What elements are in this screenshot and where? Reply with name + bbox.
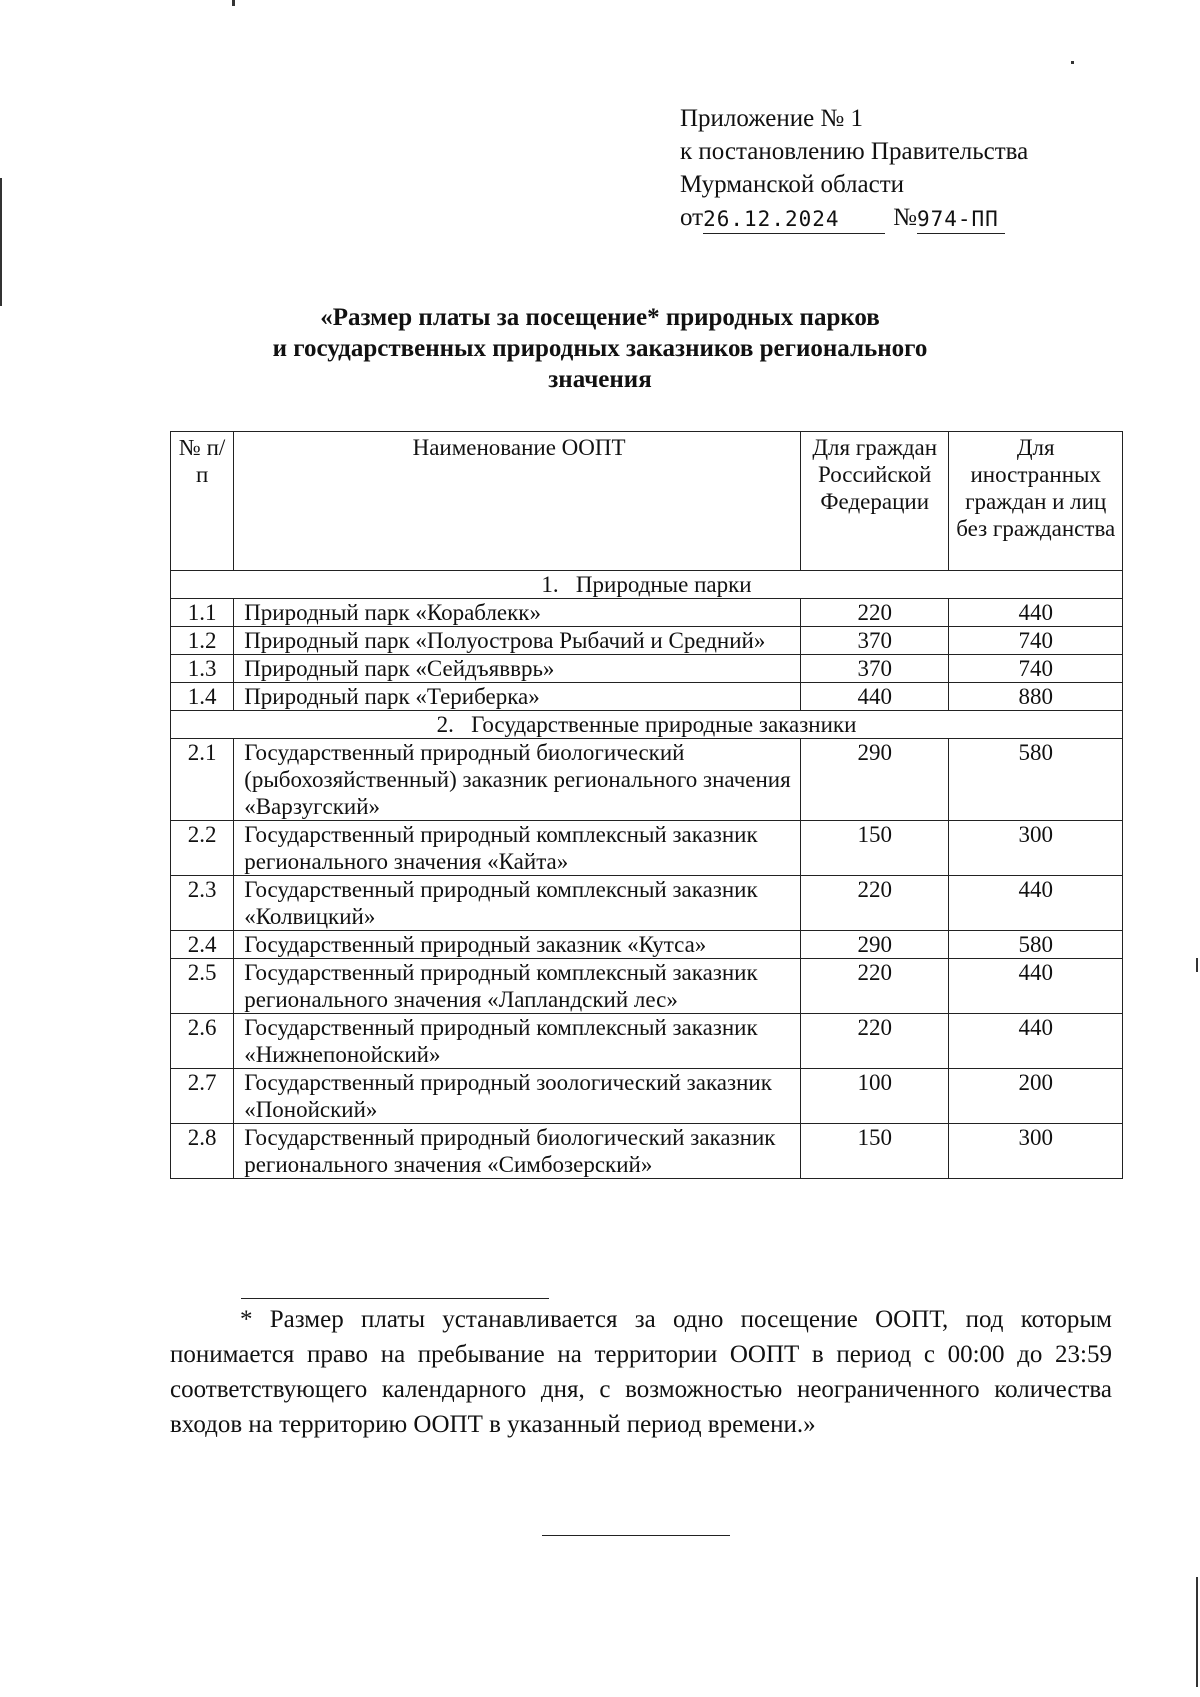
row-fee-russian: 150: [800, 1124, 948, 1179]
title-line-1: «Размер платы за посещение* природных парков: [320, 304, 880, 331]
table-row: [171, 1124, 1123, 1179]
row-number: 2.5: [171, 959, 234, 1014]
row-fee-foreign: 580: [949, 739, 1123, 821]
row-number: 2.8: [171, 1124, 234, 1179]
row-fee-foreign: 440: [949, 1014, 1123, 1069]
row-number: 2.1: [171, 739, 234, 821]
row-number: 1.4: [171, 683, 234, 711]
row-fee-foreign: 880: [949, 683, 1123, 711]
header-russian: Для граждан Российской Федерации: [800, 432, 948, 571]
table-row: [171, 683, 1123, 711]
annex-header: [680, 102, 1028, 234]
scan-speck: [232, 0, 235, 6]
row-fee-foreign: 300: [949, 1124, 1123, 1179]
annex-date-line: [680, 201, 1028, 234]
row-fee-foreign: 440: [949, 876, 1123, 931]
row-fee-foreign: 300: [949, 821, 1123, 876]
row-number: 2.2: [171, 821, 234, 876]
row-number: 1.3: [171, 655, 234, 683]
row-name: Государственный природный зоологический заказник «Понойский»: [234, 1069, 801, 1124]
row-fee-foreign: 580: [949, 931, 1123, 959]
row-fee-russian: 220: [800, 959, 948, 1014]
footnote: [170, 1302, 1112, 1442]
row-name: Государственный природный биологический заказник регионального значения «Симбозерский»: [234, 1124, 801, 1179]
table-row: [171, 1014, 1123, 1069]
row-fee-russian: 220: [800, 876, 948, 931]
table-row: [171, 821, 1123, 876]
row-name: Природный парк «Кораблекк»: [234, 599, 801, 627]
annex-line-2: к постановлению Правительства: [680, 138, 1029, 165]
row-name: Природный парк «Териберка»: [234, 683, 801, 711]
end-separator: [542, 1535, 730, 1536]
date-prefix: от: [680, 204, 704, 231]
row-fee-russian: 290: [800, 739, 948, 821]
row-fee-russian: 220: [800, 599, 948, 627]
table-row: [171, 931, 1123, 959]
table-row: [171, 876, 1123, 931]
title-line-3: значения: [548, 366, 652, 393]
section-title: 2. Государственные природные заказники: [171, 711, 1123, 739]
annex-line-3: Мурманской области: [680, 171, 905, 198]
annex-line-1: Приложение № 1: [680, 105, 864, 132]
row-fee-russian: 290: [800, 931, 948, 959]
section-title: 1. Природные парки: [171, 571, 1123, 599]
section-row: [171, 711, 1123, 739]
row-number: 1.2: [171, 627, 234, 655]
row-fee-russian: 370: [800, 655, 948, 683]
row-fee-russian: 150: [800, 821, 948, 876]
scan-speck: [1196, 1577, 1198, 1687]
footnote-separator: [241, 1298, 549, 1299]
row-name: Государственный природный комплексный заказник регионального значения «Кайта»: [234, 821, 801, 876]
row-fee-foreign: 200: [949, 1069, 1123, 1124]
document-title: [250, 302, 950, 395]
section-row: [171, 571, 1123, 599]
row-name: Государственный природный заказник «Кутса»: [234, 931, 801, 959]
table-row: [171, 739, 1123, 821]
table-row: [171, 1069, 1123, 1124]
table-row: [171, 655, 1123, 683]
footnote-text: * Размер платы устанавливается за одно посещение ООПТ, под которым понимается право на пребывание на территории ООПТ в период с 00:00 до 23:59 соответствующего календарного дня, с возможностью неограниченного количества входов на территорию ООПТ в указанный период времени.»: [170, 1306, 1112, 1438]
row-name: Государственный природный комплексный заказник регионального значения «Лапландский лес»: [234, 959, 801, 1014]
scan-speck: [1196, 958, 1198, 972]
table-row: [171, 627, 1123, 655]
table-header-row: [171, 432, 1123, 571]
row-name: Государственный природный комплексный заказник «Колвицкий»: [234, 876, 801, 931]
row-number: 2.3: [171, 876, 234, 931]
table-row: [171, 959, 1123, 1014]
header-num: № п/п: [171, 432, 234, 571]
row-number: 2.7: [171, 1069, 234, 1124]
title-line-2: и государственных природных заказников регионального: [272, 335, 928, 362]
row-fee-russian: 220: [800, 1014, 948, 1069]
row-number: 1.1: [171, 599, 234, 627]
row-fee-russian: 440: [800, 683, 948, 711]
row-name: Природный парк «Сейдъявврь»: [234, 655, 801, 683]
row-name: Государственный природный комплексный заказник «Нижнепонойский»: [234, 1014, 801, 1069]
fee-table-body: [171, 571, 1123, 1179]
header-foreign: Для иностранных граждан и лиц без гражданства: [949, 432, 1123, 571]
row-fee-russian: 100: [800, 1069, 948, 1124]
row-number: 2.6: [171, 1014, 234, 1069]
row-name: Государственный природный биологический (рыбохозяйственный) заказник регионального значения «Варзугский»: [234, 739, 801, 821]
scan-speck: [1071, 61, 1074, 64]
row-fee-foreign: 740: [949, 655, 1123, 683]
row-fee-foreign: 740: [949, 627, 1123, 655]
row-number: 2.4: [171, 931, 234, 959]
number-sign: №: [893, 204, 917, 231]
header-name: Наименование ООПТ: [234, 432, 801, 571]
row-fee-russian: 370: [800, 627, 948, 655]
scan-speck: [0, 178, 2, 306]
fee-table: [170, 431, 1123, 1179]
document-number: 974-ПП: [917, 205, 1005, 234]
row-name: Природный парк «Полуострова Рыбачий и Средний»: [234, 627, 801, 655]
row-fee-foreign: 440: [949, 959, 1123, 1014]
row-fee-foreign: 440: [949, 599, 1123, 627]
table-row: [171, 599, 1123, 627]
document-date: 26.12.2024: [703, 205, 885, 234]
